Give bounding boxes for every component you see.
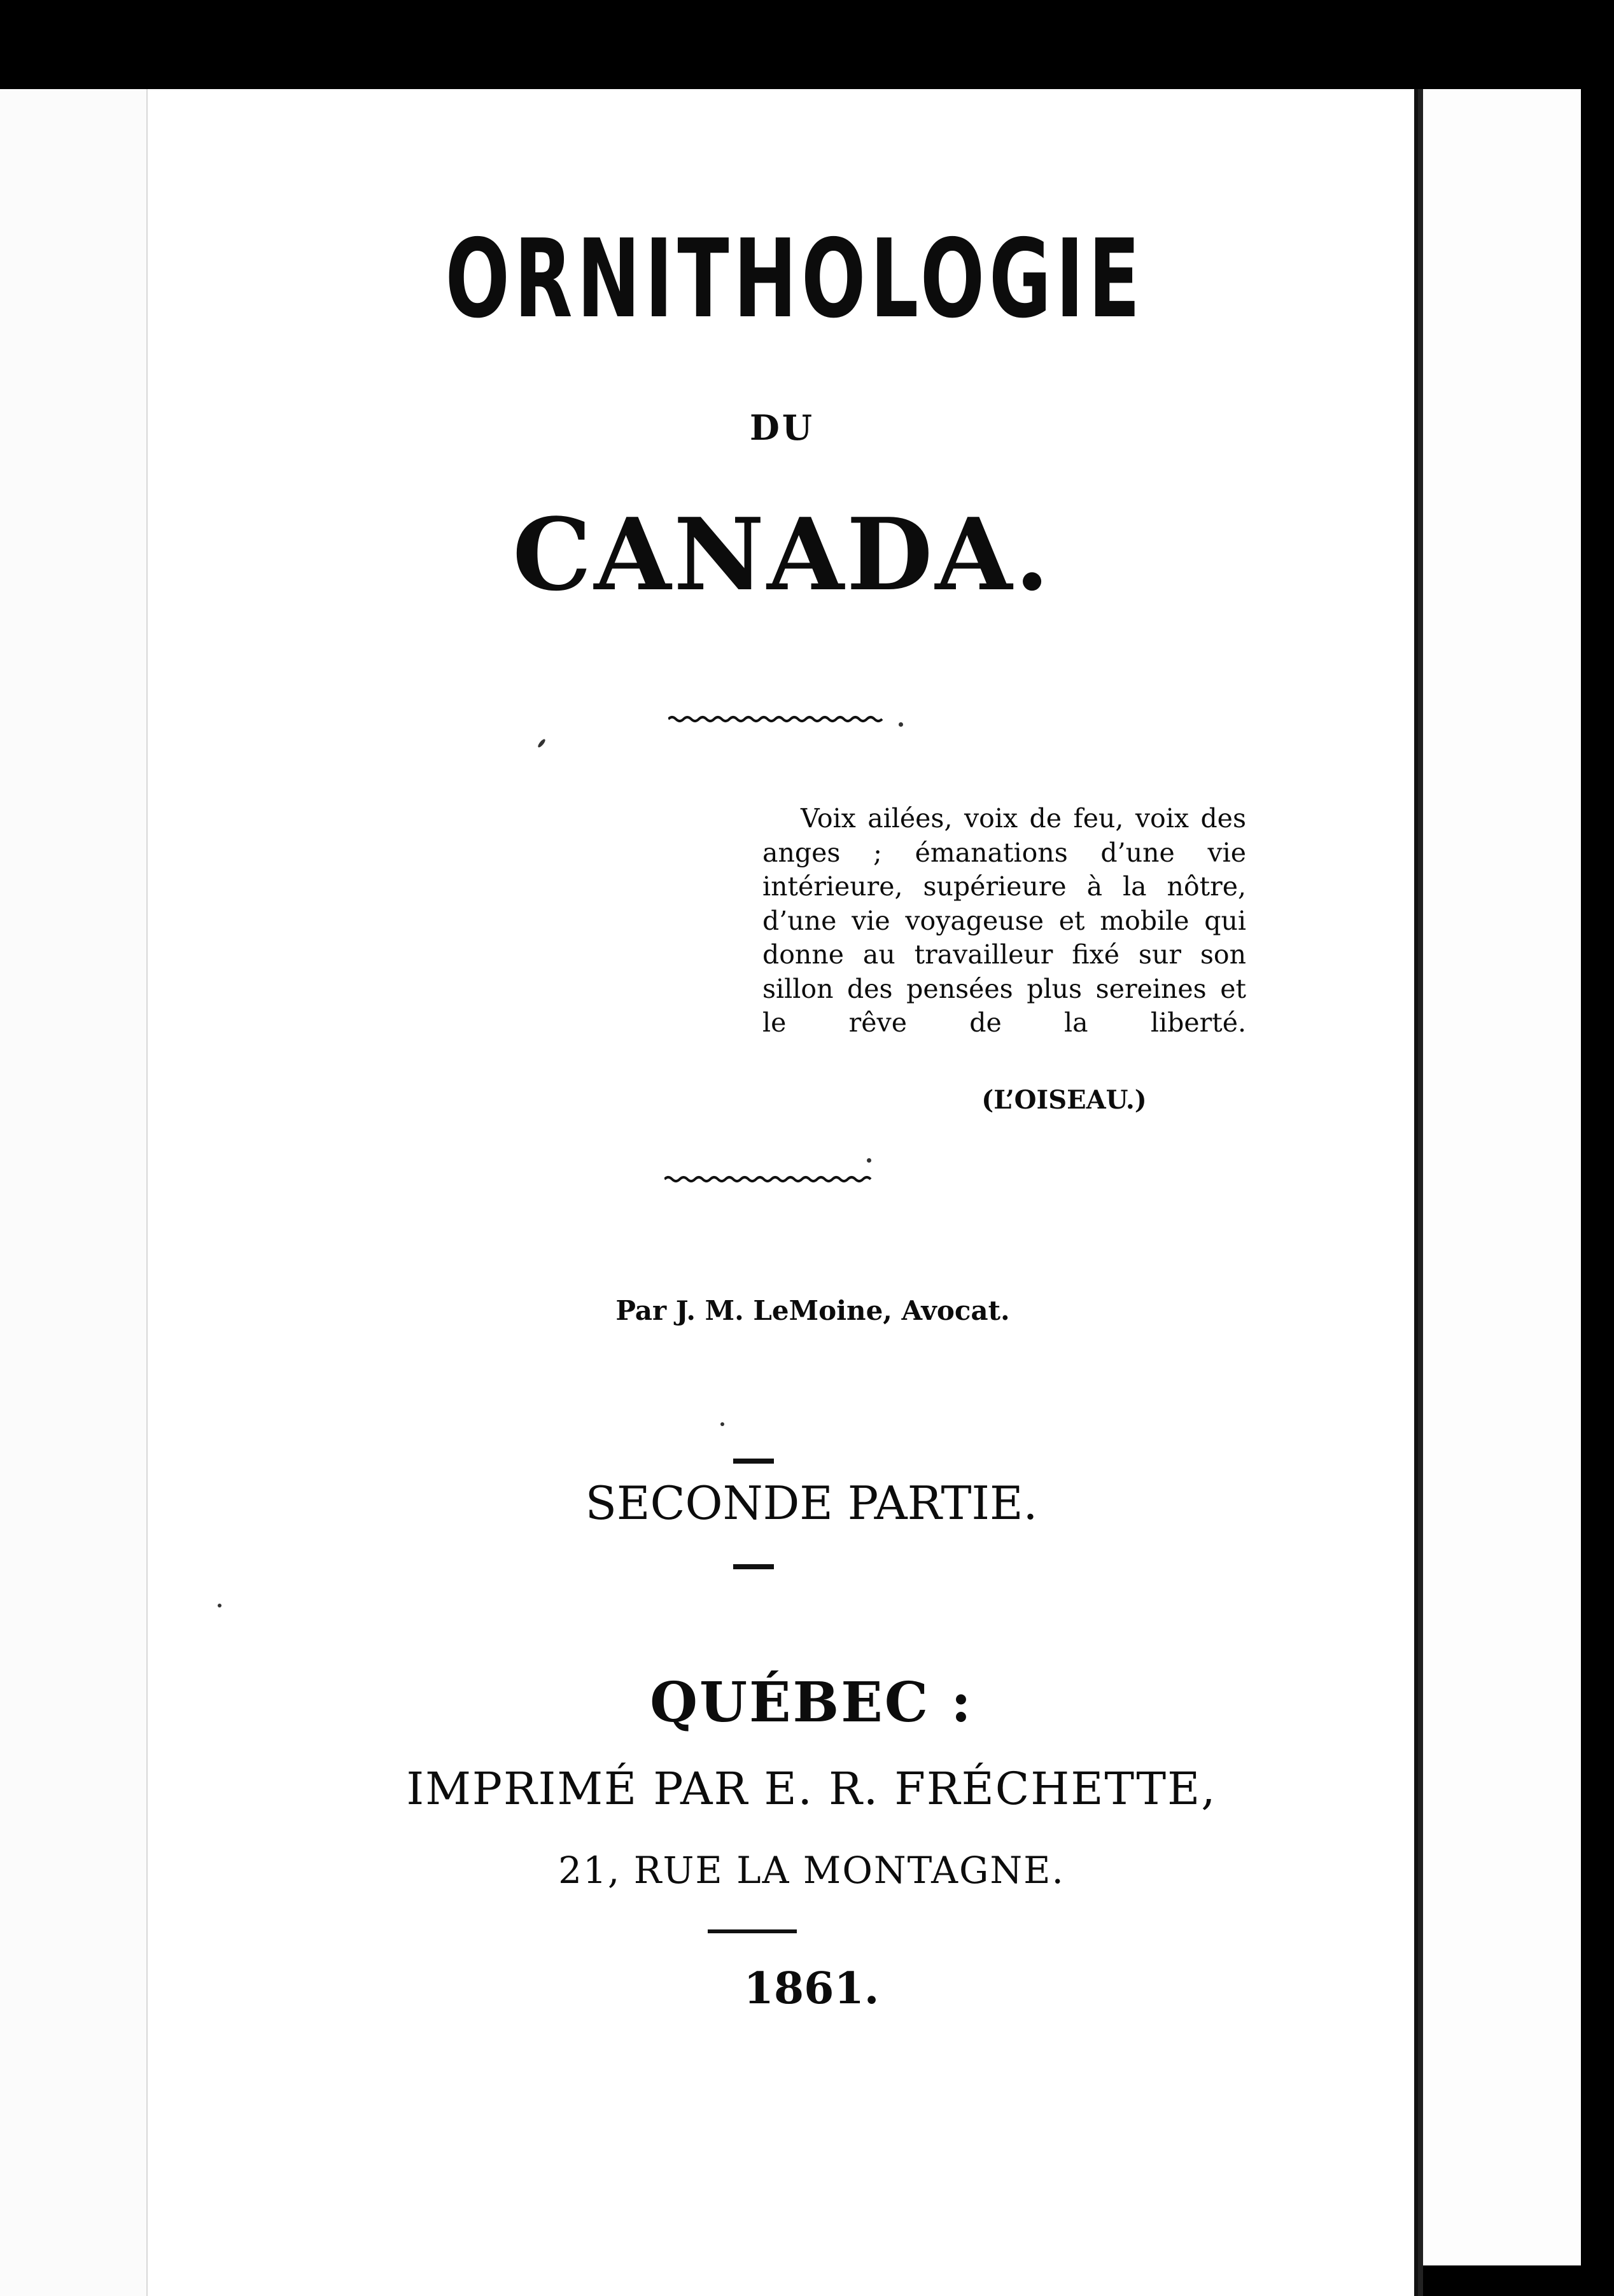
wavy-rule-top	[668, 714, 885, 724]
paper-speck	[537, 738, 547, 748]
paper-speck	[867, 1158, 871, 1163]
paper-speck	[899, 722, 903, 727]
epigraph-text: Voix ailées, voix de feu, voix des anges ; émanations d’une vie intérieure, supérieure à la nôtre, d’une vie voyageuse et mobile qui donne au travailleur fixé sur son sillon des pensées plus sereines et le rêve de la liberté.	[762, 803, 1246, 1038]
wavy-rule-bottom	[664, 1174, 874, 1184]
imprint-printer: IMPRIMÉ PAR E. R. FRÉCHETTE,	[406, 1763, 1217, 1815]
author-line: Par J. M. LeMoine, Avocat.	[615, 1295, 1010, 1326]
publication-year: 1861.	[743, 1963, 880, 2014]
rule-above-year	[708, 1929, 797, 1933]
imprint-place: QUÉBEC :	[650, 1670, 973, 1735]
epigraph-attribution: (L’OISEAU.)	[981, 1085, 1147, 1115]
dash-below-part	[733, 1564, 774, 1569]
dash-above-part	[733, 1459, 774, 1464]
imprint-address: 21, RUE LA MONTAGNE.	[558, 1849, 1065, 1892]
book-subtitle: CANADA.	[512, 496, 1052, 613]
part-label: SECONDE PARTIE.	[585, 1476, 1038, 1530]
paper-speck	[218, 1604, 221, 1607]
title-page	[148, 89, 1418, 2296]
book-title: ORNITHOLOGIE	[445, 216, 1145, 342]
left-page-edge	[0, 89, 148, 2296]
title-connector: DU	[750, 407, 815, 448]
paper-speck	[720, 1422, 724, 1426]
